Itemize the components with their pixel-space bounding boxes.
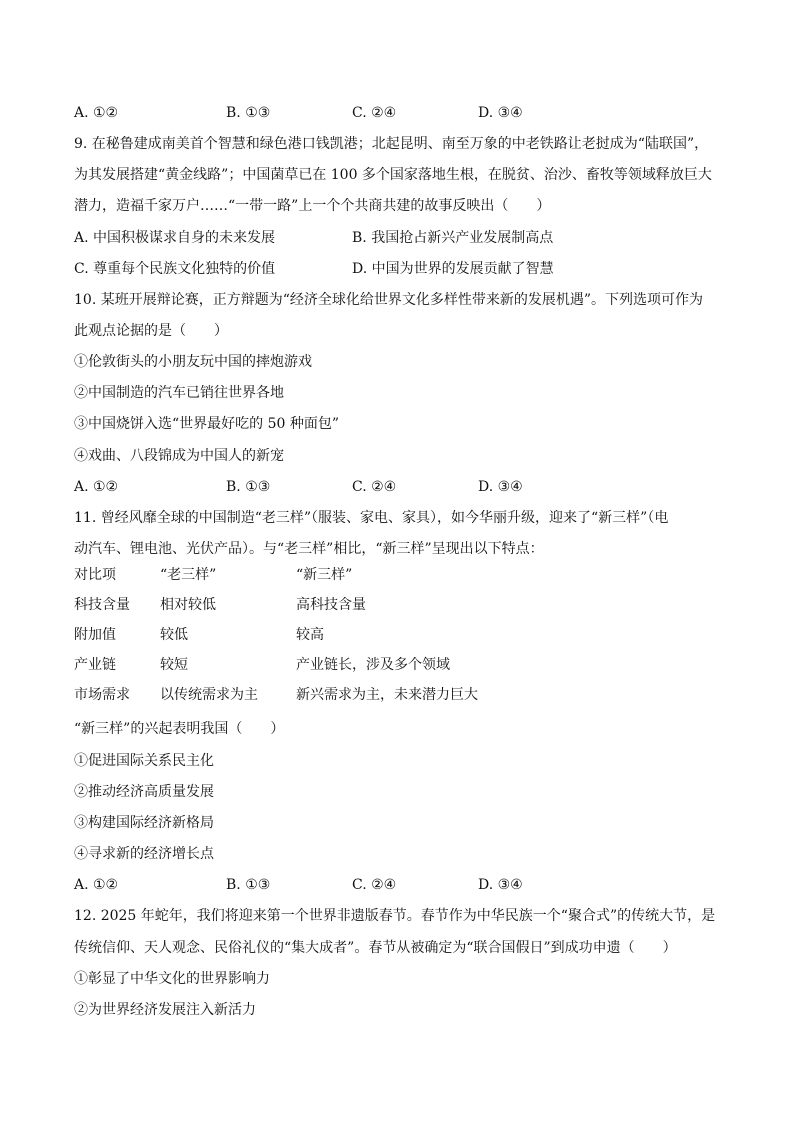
q9-option-a[interactable]: A. 中国积极谋求自身的未来发展 xyxy=(74,230,276,246)
table-header-cell: “老三样” xyxy=(160,567,217,583)
q10-option-c[interactable]: C. ②④ xyxy=(352,479,397,495)
table-cell: 较低 xyxy=(160,627,188,643)
q10-stem-line-2: 此观点论据的是（ ） xyxy=(74,323,228,339)
q11-stem-line-2: 动汽车、锂电池、光伏产品）。与“老三样”相比，“新三样”呈现出以下特点： xyxy=(74,541,544,557)
table-row xyxy=(74,685,734,705)
q10-stem-line-1: 10. 某班开展辩论赛，正方辩题为“经济全球化给世界文化多样性带来新的发展机遇”。下列选项可作为 xyxy=(74,292,704,308)
table-cell: 产业链长，涉及多个领域 xyxy=(296,657,450,673)
q11-item-4: ④寻求新的经济增长点 xyxy=(74,846,214,862)
table-cell: 科技含量 xyxy=(74,597,130,613)
q9-stem-line-3: 潜力，造福千家万户……“一带一路”上一个个共商共建的故事反映出（ ） xyxy=(74,198,551,214)
q8-option-b[interactable]: B. ①③ xyxy=(226,105,271,121)
q10-option-b[interactable]: B. ①③ xyxy=(226,479,271,495)
q11-option-c[interactable]: C. ②④ xyxy=(352,877,397,893)
table-cell: 附加值 xyxy=(74,627,116,643)
q12-item-2: ②为世界经济发展注入新活力 xyxy=(74,1002,256,1018)
q8-option-c[interactable]: C. ②④ xyxy=(352,105,397,121)
q11-question: “新三样”的兴起表明我国（ ） xyxy=(74,721,285,737)
table-header-cell: “新三样” xyxy=(296,567,353,583)
table-row xyxy=(74,655,734,675)
q12-stem-line-2: 传统信仰、天人观念、民俗礼仪的“集大成者”。春节从被确定为“联合国假日”到成功申遗（ ） xyxy=(74,940,677,956)
q9-stem-line-2: 为其发展搭建“黄金线路”；中国菌草已在 100 多个国家落地生根，在脱贫、治沙、畜牧等领域释放巨大 xyxy=(74,167,712,183)
q10-item-3: ③中国烧饼入选“世界最好吃的 50 种面包” xyxy=(74,416,340,432)
q11-option-b[interactable]: B. ①③ xyxy=(226,877,271,893)
q11-stem-line-1: 11. 曾经风靡全球的中国制造“老三样”（服装、家电、家具），如今华丽升级，迎来了“新三样”（电 xyxy=(74,510,669,526)
q12-item-1: ①彰显了中华文化的世界影响力 xyxy=(74,971,270,987)
table-cell: 高科技含量 xyxy=(296,597,366,613)
table-cell: 产业链 xyxy=(74,657,116,673)
table-row xyxy=(74,625,734,645)
q11-option-d[interactable]: D. ③④ xyxy=(478,877,523,893)
table-row xyxy=(74,595,734,615)
q10-item-4: ④戏曲、八段锦成为中国人的新宠 xyxy=(74,448,284,464)
q10-option-a[interactable]: A. ①② xyxy=(74,479,119,495)
table-cell: 较短 xyxy=(160,657,188,673)
q8-option-d[interactable]: D. ③④ xyxy=(478,105,523,121)
q10-options xyxy=(74,477,734,497)
q11-item-2: ②推动经济高质量发展 xyxy=(74,784,214,800)
table-header-cell: 对比项 xyxy=(74,567,116,583)
table-header-row xyxy=(74,565,734,585)
q10-option-d[interactable]: D. ③④ xyxy=(478,479,523,495)
table-cell: 相对较低 xyxy=(160,597,216,613)
q9-option-c[interactable]: C. 尊重每个民族文化独特的价值 xyxy=(74,261,276,277)
q8-options xyxy=(74,103,734,123)
q11-options xyxy=(74,875,734,895)
q9-stem-line-1: 9. 在秘鲁建成南美首个智慧和绿色港口钱凯港；北起昆明、南至万象的中老铁路让老挝成为“陆联国”， xyxy=(74,136,709,152)
table-cell: 以传统需求为主 xyxy=(160,687,258,703)
q10-item-1: ①伦敦街头的小朋友玩中国的摔炮游戏 xyxy=(74,354,312,370)
table-cell: 新兴需求为主，未来潜力巨大 xyxy=(296,687,478,703)
q11-item-1: ①促进国际关系民主化 xyxy=(74,753,214,769)
q10-item-2: ②中国制造的汽车已销往世界各地 xyxy=(74,385,284,401)
q9-options-row-2 xyxy=(74,259,734,279)
q8-option-a[interactable]: A. ①② xyxy=(74,105,119,121)
table-cell: 市场需求 xyxy=(74,687,130,703)
q9-options-row-1 xyxy=(74,228,734,248)
q9-option-d[interactable]: D. 中国为世界的发展贡献了智慧 xyxy=(352,261,554,277)
table-cell: 较高 xyxy=(296,627,324,643)
q9-option-b[interactable]: B. 我国抢占新兴产业发展制高点 xyxy=(352,230,554,246)
q11-option-a[interactable]: A. ①② xyxy=(74,877,119,893)
q12-stem-line-1: 12. 2025 年蛇年，我们将迎来第一个世界非遗版春节。春节作为中华民族一个“聚合式”的传统大节，是 xyxy=(74,908,716,924)
q11-item-3: ③构建国际经济新格局 xyxy=(74,815,214,831)
